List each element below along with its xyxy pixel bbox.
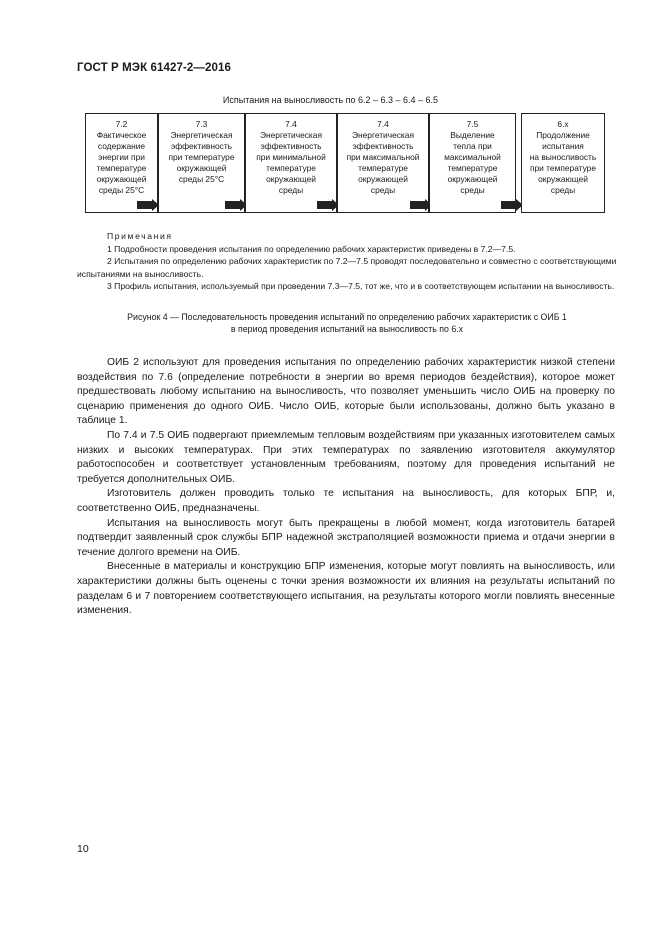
body-paragraph: ОИБ 2 используют для проведения испытания по определению рабочих характеристик низкой степени воздействия по 7.6 (определение потребности в энергии во время периодов бездействия), которое может предшествовать любому испытанию на выносливость, что позволяет уменьшить число ОИБ на проверку по сценарию применения до одного ОИБ. Число ОИБ, которые были использованы, должно быть указано в таблице 1.: [77, 357, 615, 427]
box-number: 7.4: [377, 119, 389, 129]
body-paragraph: Изготовитель должен проводить только те испытания на выносливость, для которых БПР, и, соответственно ОИБ, предназначены.: [77, 488, 615, 514]
box-number: 7.4: [285, 119, 297, 129]
sequence-box-7-2: [85, 113, 158, 213]
notes-section: [77, 230, 617, 293]
figure-caption-line: в период проведения испытаний на выносливость по 6.x: [230, 324, 464, 334]
box-number: 6.x: [557, 119, 569, 129]
box-number: 7.5: [466, 119, 479, 129]
note-item: 1 Подробности проведения испытания по определению рабочих характеристик приведены в 7.2—7.5.: [107, 243, 516, 254]
box-number: 7.3: [195, 119, 208, 129]
box-number: 7.2: [115, 119, 128, 129]
sequence-box-7-4-max: [337, 113, 429, 213]
box-text: Энергетическая эффективность при температуре окружающей среды 25°C: [168, 130, 235, 184]
notes-heading: Примечания: [107, 231, 173, 241]
figure-caption: [77, 311, 617, 335]
sequence-box-7-5: [429, 113, 516, 213]
body-paragraph: По 7.4 и 7.5 ОИБ подвергают приемлемым тепловым воздействиям при указанных изготовителем самых низких и высоких температурах. При этих температурах по заявлению изготовителя аккумулятор работоспособен и соответствует установленным требованиям, поэтому для проведения испытаний не требуется дополнительных ОИБ.: [77, 429, 615, 485]
box-text: Фактическое содержание энергии при температуре окружающей среды 25°C: [96, 130, 147, 195]
body-paragraph: Испытания на выносливость могут быть прекращены в любой момент, когда изготовитель батарей подтвердит заявленный срок службы БПР надежной экстраполяцией возможности приема и отдачи энергии в течение долгого времени на ОИБ.: [77, 517, 615, 558]
document-header: ГОСТ Р МЭК 61427-2—2016: [77, 62, 231, 74]
sequence-box-7-3: [158, 113, 245, 213]
body-paragraph: Внесенные в материалы и конструкцию БПР изменения, которые могут повлиять на выносливость, или характеристики должны быть оценены с точки зрения возможности их влияния на результаты испытаний по разделам 6 и 7 повторением соответствующего испытания, на результаты которого могли повлиять внесенные изменения.: [77, 561, 615, 617]
box-text: Энергетическая эффективность при максимальной температуре окружающей среды: [346, 130, 420, 195]
box-text: Выделение тепла при максимальной температуре окружающей среды: [444, 130, 501, 195]
figure-caption-line: Рисунок 4 — Последовательность проведения испытаний по определению рабочих характеристик с ОИБ 1: [127, 312, 567, 322]
diagram-title: Испытания на выносливость по 6.2 – 6.3 – 6.4 – 6.5: [222, 95, 439, 105]
note-item: 3 Профиль испытания, используемый при проведении 7.3—7.5, тот же, что и в соответствующем испытании на выносливость.: [107, 281, 615, 291]
sequence-box-6-x: [521, 113, 605, 213]
note-item: 2 Испытания по определению рабочих характеристик по 7.2—7.5 проводят последовательно и совместно с соответствующими испытаниями на выносливость.: [77, 256, 617, 279]
body-text: [77, 356, 615, 619]
page-number: 10: [77, 843, 89, 855]
box-text: Продолжение испытания на выносливость при температуре окружающей среды: [529, 130, 597, 195]
test-sequence-diagram: [85, 113, 605, 215]
sequence-box-7-4-min: [245, 113, 337, 213]
box-text: Энергетическая эффективность при минимальной температуре окружающей среды: [256, 130, 326, 195]
